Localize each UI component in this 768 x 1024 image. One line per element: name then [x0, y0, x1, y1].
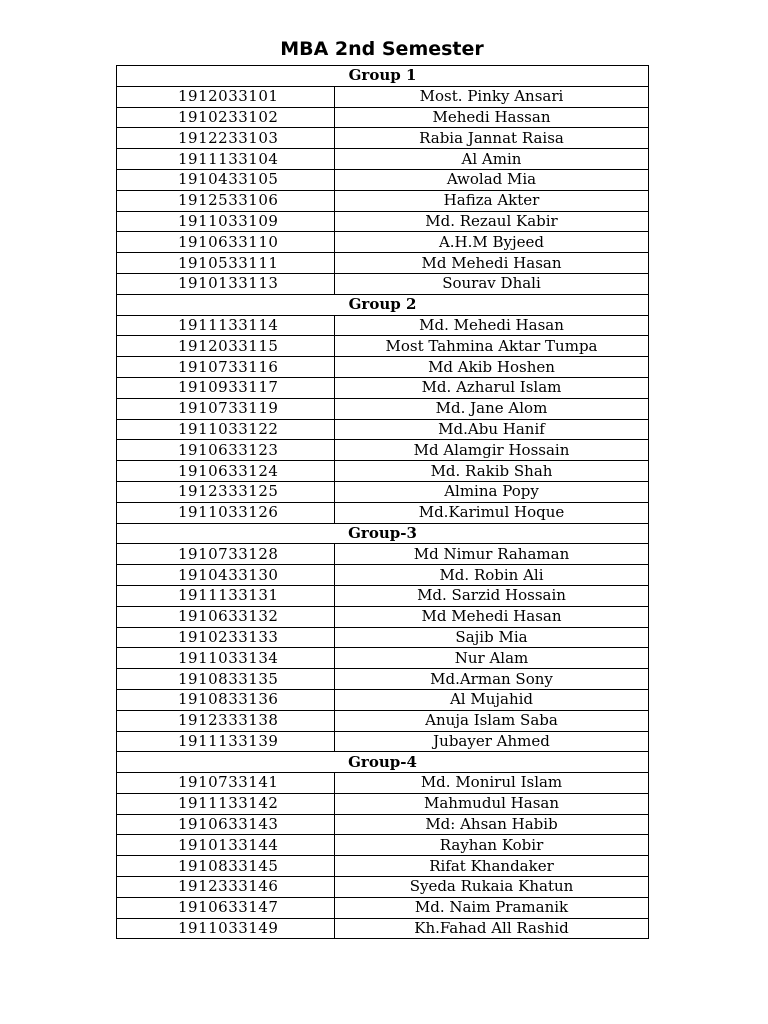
student-name: Mehedi Hassan [335, 107, 649, 128]
table-row [117, 419, 649, 440]
student-name: Almina Popy [335, 481, 649, 502]
group-label: Group-4 [117, 752, 649, 773]
student-name: Most Tahmina Aktar Tumpa [335, 336, 649, 357]
table-row [117, 627, 649, 648]
group-label: Group 1 [117, 66, 649, 87]
student-id: 1911133139 [117, 731, 335, 752]
group-header-row [117, 523, 649, 544]
student-id: 1911033109 [117, 211, 335, 232]
student-name: Md. Mehedi Hasan [335, 315, 649, 336]
table-row [117, 710, 649, 731]
student-id: 1912533106 [117, 190, 335, 211]
student-name: Al Mujahid [335, 689, 649, 710]
group-header-row [117, 752, 649, 773]
table-row [117, 877, 649, 898]
student-name: Md. Rakib Shah [335, 461, 649, 482]
student-id: 1911033134 [117, 648, 335, 669]
student-id: 1910833136 [117, 689, 335, 710]
table-row [117, 606, 649, 627]
table-row [117, 814, 649, 835]
student-name: Sajib Mia [335, 627, 649, 648]
table-row [117, 169, 649, 190]
student-id: 1910633132 [117, 606, 335, 627]
table-row [117, 648, 649, 669]
student-name: Md.Karimul Hoque [335, 502, 649, 523]
table-row [117, 149, 649, 170]
table-row [117, 585, 649, 606]
table-row [117, 377, 649, 398]
student-name: Hafiza Akter [335, 190, 649, 211]
student-id: 1910633143 [117, 814, 335, 835]
page-title: MBA 2nd Semester [280, 38, 484, 60]
table-row [117, 544, 649, 565]
student-name: Md. Monirul Islam [335, 773, 649, 794]
student-name: Md. Naim Pramanik [335, 897, 649, 918]
student-name: Md Alamgir Hossain [335, 440, 649, 461]
student-name: Nur Alam [335, 648, 649, 669]
table-row [117, 773, 649, 794]
student-id: 1911033149 [117, 918, 335, 939]
group-label: Group 2 [117, 294, 649, 315]
table-body [117, 66, 649, 939]
student-id: 1912233103 [117, 128, 335, 149]
student-group-table [116, 65, 649, 939]
student-name: Md.Abu Hanif [335, 419, 649, 440]
student-id: 1910633147 [117, 897, 335, 918]
student-id: 1911133114 [117, 315, 335, 336]
student-name: Md. Rezaul Kabir [335, 211, 649, 232]
student-name: Al Amin [335, 149, 649, 170]
student-name: Awolad Mia [335, 169, 649, 190]
student-id: 1912033101 [117, 86, 335, 107]
student-id: 1910733128 [117, 544, 335, 565]
table-row [117, 107, 649, 128]
student-name: Syeda Rukaia Khatun [335, 877, 649, 898]
table-row [117, 669, 649, 690]
student-id: 1910633110 [117, 232, 335, 253]
student-name: Anuja Islam Saba [335, 710, 649, 731]
student-id: 1910933117 [117, 377, 335, 398]
table-row [117, 565, 649, 586]
table-row [117, 315, 649, 336]
student-id: 1910433130 [117, 565, 335, 586]
student-id: 1910733141 [117, 773, 335, 794]
student-name: Md. Jane Alom [335, 398, 649, 419]
student-name: Md Mehedi Hasan [335, 253, 649, 274]
group-header-row [117, 66, 649, 87]
student-name: Sourav Dhali [335, 273, 649, 294]
student-id: 1911133104 [117, 149, 335, 170]
table-row [117, 731, 649, 752]
student-id: 1910133144 [117, 835, 335, 856]
table-row [117, 86, 649, 107]
student-id: 1910233102 [117, 107, 335, 128]
student-id: 1910533111 [117, 253, 335, 274]
student-id: 1912333146 [117, 877, 335, 898]
student-name: Md.Arman Sony [335, 669, 649, 690]
student-id: 1910633123 [117, 440, 335, 461]
table-row [117, 897, 649, 918]
group-label: Group-3 [117, 523, 649, 544]
student-name: Kh.Fahad All Rashid [335, 918, 649, 939]
student-id: 1910733119 [117, 398, 335, 419]
table-row [117, 461, 649, 482]
student-name: Rayhan Kobir [335, 835, 649, 856]
table-row [117, 398, 649, 419]
student-id: 1910833145 [117, 856, 335, 877]
table-row [117, 232, 649, 253]
student-id: 1911033126 [117, 502, 335, 523]
student-id: 1911133131 [117, 585, 335, 606]
student-name: Rifat Khandaker [335, 856, 649, 877]
student-name: Md. Sarzid Hossain [335, 585, 649, 606]
student-name: Most. Pinky Ansari [335, 86, 649, 107]
table-row [117, 918, 649, 939]
table-row [117, 273, 649, 294]
student-id: 1912333125 [117, 481, 335, 502]
student-name: Jubayer Ahmed [335, 731, 649, 752]
student-name: Md Mehedi Hasan [335, 606, 649, 627]
student-id: 1910233133 [117, 627, 335, 648]
student-name: Md. Azharul Islam [335, 377, 649, 398]
table-row [117, 253, 649, 274]
table-row [117, 336, 649, 357]
student-name: Md: Ahsan Habib [335, 814, 649, 835]
group-header-row [117, 294, 649, 315]
student-id: 1911033122 [117, 419, 335, 440]
table-row [117, 481, 649, 502]
table-row [117, 835, 649, 856]
student-name: Md Akib Hoshen [335, 357, 649, 378]
table-row [117, 856, 649, 877]
student-id: 1910733116 [117, 357, 335, 378]
student-id: 1910133113 [117, 273, 335, 294]
student-name: A.H.M Byjeed [335, 232, 649, 253]
table-row [117, 211, 649, 232]
student-id: 1910833135 [117, 669, 335, 690]
table-row [117, 502, 649, 523]
student-name: Md Nimur Rahaman [335, 544, 649, 565]
student-name: Md. Robin Ali [335, 565, 649, 586]
student-id: 1910433105 [117, 169, 335, 190]
table-row [117, 357, 649, 378]
table-row [117, 440, 649, 461]
student-id: 1910633124 [117, 461, 335, 482]
student-id: 1912333138 [117, 710, 335, 731]
table-row [117, 793, 649, 814]
table-row [117, 689, 649, 710]
table-row [117, 128, 649, 149]
student-name: Rabia Jannat Raisa [335, 128, 649, 149]
student-id: 1912033115 [117, 336, 335, 357]
table-row [117, 190, 649, 211]
student-id: 1911133142 [117, 793, 335, 814]
student-name: Mahmudul Hasan [335, 793, 649, 814]
